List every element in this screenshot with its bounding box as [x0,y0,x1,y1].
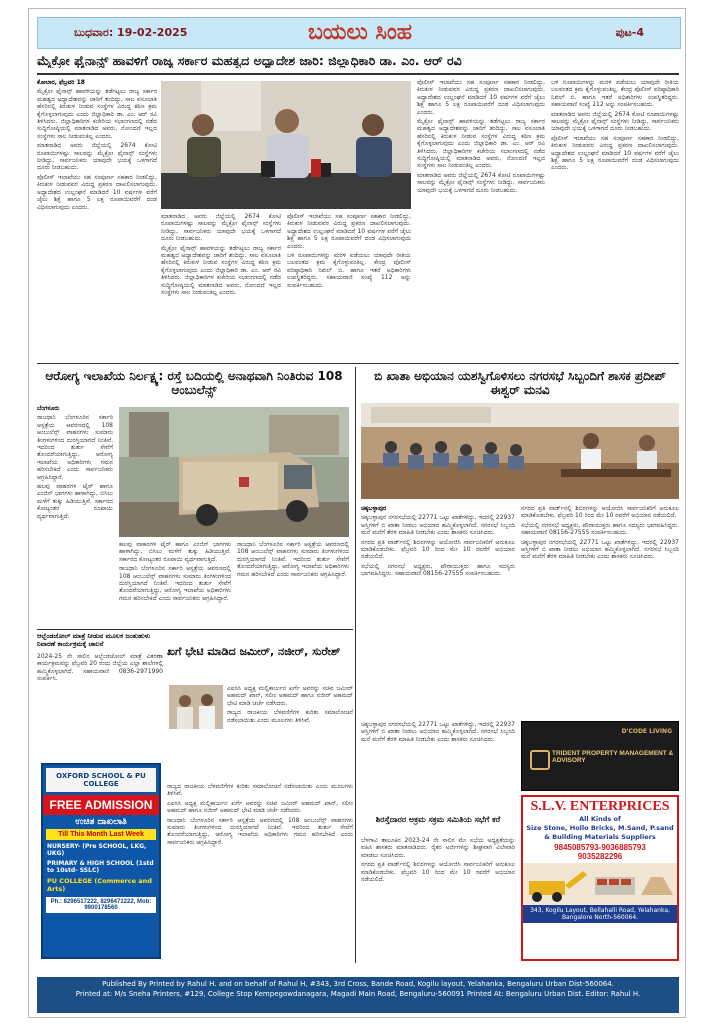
page-number: ಪುಟ-4 [615,26,644,39]
story1-body-right: ಪೊಲೀಸ್ ಇಲಾಖೆಯು ಸಹ ಸಂಪೂರ್ಣ ಸಹಕಾರ ನೀಡಲಿದ್ದು, ಕಿರುಕುಳ ನೀಡುವವರ ವಿರುದ್ಧ ಪ್ರಕರಣ ದಾಖಲಿಸಲಾಗುವುದು. ಅಧ್ಯಾದೇಶದ ಉಲ್ಲಂಘನೆ ಮಾಡಿದರೆ 10 ವರ್ಷಗಳ ವರೆಗೆ ಜೈಲು ಶಿಕ್ಷೆ ಹಾಗೂ 5 ಲಕ್ಷ ರೂಪಾಯಿವರೆಗೆ ದಂಡ ವಿಧಿಸಲಾಗುವುದು ಎಂದರು. [417,79,545,116]
story3-dateline: ಚಿಕ್ಕಬಳ್ಳಾಪುರ [361,505,387,512]
story5-text-5: ರಾಜಧಾನಿ ಬೆಂಗಳೂರಿನ ಸರ್ಕಾರಿ ಆಸ್ಪತ್ರೆಯ ಆವರಣದಲ್ಲಿ 108 ಆಂಬುಲೆನ್ಸ್ ವಾಹನಗಳು ಸುಮಾರು ತಿಂಗಳುಗಳಿಂದ ದುರಸ್ತಿಯಾಗದೆ ನಿಂತಿವೆ. ಇದರಿಂದ ತುರ್ತು ಸೇವೆಗೆ ತೊಂದರೆಯಾಗುತ್ತಿದ್ದು, ಆರೋಗ್ಯ ಇಲಾಖೆಯ ಅಧಿಕಾರಿಗಳು ಗಮನ ಹರಿಸಬೇಕಿದೆ ಎಂದು ಸಾರ್ವಜನಿಕರು ಆಗ್ರಹಿಸಿದ್ದಾರೆ. [167,816,353,846]
slv-line1: All Kinds of [579,815,621,823]
story1-col-mid2 [287,213,411,359]
school-name: OXFORD SCHOOL & PU COLLEGE [46,768,156,792]
section-rule-2 [37,629,353,630]
slv-name: S.L.V. ENTERPRICES [530,799,670,814]
slv-phone-2: 9035282296 [577,852,623,861]
section-rule [37,363,679,364]
story3-col1 [361,505,515,715]
footer-line1: Published By Printed by Rahul H. and on behalf of Rahul H, #343, 3rd Cross, Bande Road, Kogilu layout, Yelahanka, Bengaluru Urban Dist-560064. [102,980,614,988]
story5-col2 [167,783,353,959]
slv-line2: Size Stone, Hollo Bricks, M.Sand, P.sand [526,824,674,832]
story2-col-right [237,541,349,625]
story1-body-far-2: ಮಾತನಾಡಿದ ಅವರು ಜಿಲ್ಲೆಯಲ್ಲಿ 2674 ಕೋಟಿ ರೂಪಾಯಿಗಳಷ್ಟು ಸಾಲವನ್ನು ಮೈಕ್ರೋ ಫೈನಾನ್ಸ್ ಸಂಸ್ಥೆಗಳು ನೀಡಿದ್ದು, ಸಾರ್ವಜನಿಕರು ಯಾವುದೇ ಭಯಕ್ಕೆ ಒಳಗಾಗದೆ ದೂರು ನೀಡಬಹುದು. [551,110,679,133]
footer-line2: Printed at: M/s Sneha Printers, #129, College Stop Kempegowdanagara, Magadi Main Road, Bengaluru-560091 Printed At: Bengaluru Urban Dist. Editor: Rahul H. [75,990,641,998]
story1-body-left-2: ಮಾತನಾಡಿದ ಅವರು ಜಿಲ್ಲೆಯಲ್ಲಿ 2674 ಕೋಟಿ ರೂಪಾಯಿಗಳಷ್ಟು ಸಾಲವನ್ನು ಮೈಕ್ರೋ ಫೈನಾನ್ಸ್ ಸಂಸ್ಥೆಗಳು ನೀಡಿದ್ದು, ಸಾರ್ವಜನಿಕರು ಯಾವುದೇ ಭಯಕ್ಕೆ ಒಳಗಾಗದೆ ದೂರು ನೀಡಬಹುದು. [37,142,157,172]
story1-headline: ಮೈಕ್ರೋ ಫೈನಾನ್ಸ್ ಹಾವಳಿಗೆ ರಾಜ್ಯ ಸರ್ಕಾರ ಮಹತ್ವದ ಅಧ್ಯಾದೇಶ ಜಾರಿ: ಜಿಲ್ಲಾಧಿಕಾರಿ ಡಾ. ಎಂ. ಆರ್ ರವಿ [37,53,462,68]
issue-date: ಬುಧವಾರ: 19-02-2025 [74,26,188,39]
story3-body-2: ನಗರದ ಪ್ರತಿ ವಾರ್ಡ್‌ನಲ್ಲಿ ಶಿಬಿರಗಳನ್ನು ಆಯೋಜಿಸಿ ಸಾರ್ವಜನಿಕರಿಗೆ ಅನುಕೂಲ ಮಾಡಿಕೊಡಬೇಕು. ಫೆಬ್ರವರಿ 10 ರಿಂದ ಮೇ 10 ರವರೆಗೆ ಅಭಿಯಾನ ನಡೆಯಲಿದೆ. [361,538,515,561]
school-phone: Ph.: 8296517222, 8296471222, Mob: 9900178560 [46,897,156,913]
story5-text-2: ರಾಜ್ಯದ ರಾಜಕೀಯ ಬೆಳವಣಿಗೆಗಳ ಕುರಿತು ಸಮಾಲೋಚನೆ ನಡೆಸಲಾಯಿತು ಎಂದು ಮೂಲಗಳು ತಿಳಿಸಿವೆ. [227,709,353,724]
free-admission-kannada: ಉಚಿತ ದಾಖಲಾತಿ [75,817,127,827]
newspaper-title: ಬಯಲು ಸಿಂಹ [308,19,413,45]
story4-body [37,653,163,723]
headline-rule [37,73,679,75]
story3-headline: ಬಿ ಖಾತಾ ಅಭಿಯಾನ ಯಶಸ್ವಿಗೊಳಿಸಲು ನಗರಸಭೆ ಸಿಬ್ಬಂದಿಗೆ ಶಾಸಕ ಪ್ರದೀಪ್ ಈಶ್ವರ್ ಮನವಿ [374,369,666,398]
story1-body-left-3: ಪೊಲೀಸ್ ಇಲಾಖೆಯು ಸಹ ಸಂಪೂರ್ಣ ಸಹಕಾರ ನೀಡಲಿದ್ದು, ಕಿರುಕುಳ ನೀಡುವವರ ವಿರುದ್ಧ ಪ್ರಕರಣ ದಾಖಲಿಸಲಾಗುವುದು. ಅಧ್ಯಾದೇಶದ ಉಲ್ಲಂಘನೆ ಮಾಡಿದರೆ 10 ವರ್ಷಗಳ ವರೆಗೆ ಜೈಲು ಶಿಕ್ಷೆ ಹಾಗೂ 5 ಲಕ್ಷ ರೂಪಾಯಿವರೆಗೆ ದಂಡ ವಿಧಿಸಲಾಗುವುದು ಎಂದರು. [37,173,157,211]
story6-text-2: ನಗರದ ಪ್ರತಿ ವಾರ್ಡ್‌ನಲ್ಲಿ ಶಿಬಿರಗಳನ್ನು ಆಯೋಜಿಸಿ ಸಾರ್ವಜನಿಕರಿಗೆ ಅನುಕೂಲ ಮಾಡಿಕೊಡಬೇಕು. ಫೆಬ್ರವರಿ 10 ರಿಂದ ಮೇ 10 ರವರೆಗೆ ಅಭಿಯಾನ ನಡೆಯಲಿದೆ. [361,861,515,884]
story1-body-mid-2: ಮೈಕ್ರೋ ಫೈನಾನ್ಸ್ ಹಾವಳಿಯನ್ನು ತಡೆಗಟ್ಟಲು ರಾಜ್ಯ ಸರ್ಕಾರ ಮಹತ್ವದ ಅಧ್ಯಾದೇಶವನ್ನು ಜಾರಿಗೆ ತಂದಿದ್ದು, ಸಾಲ ವಸೂಲಾತಿ ಹೆಸರಿನಲ್ಲಿ ಕಿರುಕುಳ ನೀಡುವ ಸಂಸ್ಥೆಗಳ ವಿರುದ್ಧ ಕಠಿಣ ಕ್ರಮ ಕೈಗೊಳ್ಳಲಾಗುವುದು ಎಂದು ಜಿಲ್ಲಾಧಿಕಾರಿ ಡಾ. ಎಂ. ಆರ್ ರವಿ ತಿಳಿಸಿದರು. ಜಿಲ್ಲಾಧಿಕಾರಿಗಳ ಕಚೇರಿಯ ಸಭಾಂಗಣದಲ್ಲಿ ನಡೆದ ಸುದ್ದಿಗೋಷ್ಠಿಯಲ್ಲಿ ಮಾತನಾಡಿದ ಅವರು, ನೋಂದಣಿ ಇಲ್ಲದ ಸಂಸ್ಥೆಗಳು ಸಾಲ ನೀಡುವಂತಿಲ್ಲ ಎಂದರು. [161,244,281,297]
story1-col-left [37,79,157,359]
story1-press-meet-photo [161,81,411,209]
story2-col-mid [119,541,231,625]
slv-advertisement [521,795,679,961]
story6-lead-text: ಚಿಕ್ಕಬಳ್ಳಾಪುರ ನಗರಸಭೆಯಲ್ಲಿ 22771 ಒಟ್ಟು ಖಾತೆಗಳಿದ್ದು, ಇದರಲ್ಲಿ 22937 ಆಸ್ತಿಗಳಿಗೆ ಬಿ ಖಾತಾ ನೀಡಲು ಅಭಿಯಾನ ಹಮ್ಮಿಕೊಳ್ಳಲಾಗಿದೆ. ನಗರಸಭೆ ಸಿಬ್ಬಂದಿ ಮನೆ ಮನೆಗೆ ತೆರಳಿ ಮಾಹಿತಿ ನೀಡಬೇಕು ಎಂದು ಶಾಸಕರು ಸೂಚಿಸಿದರು. [361,721,515,743]
story4-text: 2024-25 ನೇ ಸಾಲಿನ ಆಲ್ಬೆಂಡಜೋಲ್ ಮಾತ್ರೆ ವಿತರಣಾ ಕಾರ್ಯಕ್ರಮವನ್ನು ಫೆಬ್ರವರಿ 20 ರಂದು ಜಿಲ್ಲೆಯ ಎಲ್ಲಾ ಶಾಲೆಗಳಲ್ಲಿ ಹಮ್ಮಿಕೊಳ್ಳಲಾಗಿದೆ. ಸಹಾಯವಾಣಿ 0836-2971990 ಸಂಪರ್ಕಿಸಿ. [37,653,163,683]
newspaper-page [28,8,686,1018]
story5-col1 [227,685,353,779]
trident-name: TRIDENT PROPERTY MANAGEMENT & ADVISORY [552,750,674,764]
story5-text-3: ರಾಜ್ಯದ ರಾಜಕೀಯ ಬೆಳವಣಿಗೆಗಳ ಕುರಿತು ಸಮಾಲೋಚನೆ ನಡೆಸಲಾಯಿತು ಎಂದು ಮೂಲಗಳು ತಿಳಿಸಿವೆ. [167,783,353,798]
story1-body-mid: ಮಾತನಾಡಿದ ಅವರು ಜಿಲ್ಲೆಯಲ್ಲಿ 2674 ಕೋಟಿ ರೂಪಾಯಿಗಳಷ್ಟು ಸಾಲವನ್ನು ಮೈಕ್ರೋ ಫೈನಾನ್ಸ್ ಸಂಸ್ಥೆಗಳು ನೀಡಿದ್ದು, ಸಾರ್ವಜನಿಕರು ಯಾವುದೇ ಭಯಕ್ಕೆ ಒಳಗಾಗದೆ ದೂರು ನೀಡಬಹುದು. [161,213,281,243]
story5-text-4: ಎಐಸಿಸಿ ಅಧ್ಯಕ್ಷ ಮಲ್ಲಿಕಾರ್ಜುನ ಖರ್ಗೆ ಅವರನ್ನು ಸಚಿವ ಜಮೀರ್ ಅಹಮದ್ ಖಾನ್, ಸಲೀಂ ಅಹಮದ್ ಹಾಗೂ ನಜೀರ್ ಅಹಮದ್ ಭೇಟಿ ಮಾಡಿ ಚರ್ಚೆ ನಡೆಸಿದರು. [167,799,353,815]
council-meeting-photo [361,403,679,499]
story1-body-far: ಬಳಿ ರೂಪಾಯಿಗಳನ್ನು ಮರಳಿ ಪಡೆಯಲು ಯಾವುದೇ ರೀತಿಯ ಬಲವಂತದ ಕ್ರಮ ಕೈಗೊಳ್ಳುವಂತಿಲ್ಲ. ಕೇಂದ್ರ ಪೊಲೀಸ್ ವರಿಷ್ಠಾಧಿಕಾರಿ ನಿಖಿಲ್ ಬಿ. ಹಾಗೂ ಇತರೆ ಅಧಿಕಾರಿಗಳು ಉಪಸ್ಥಿತರಿದ್ದರು. ಸಹಾಯವಾಣಿ ಸಂಖ್ಯೆ 112 ಅನ್ನು ಸಂಪರ್ಕಿಸಬಹುದು. [551,79,679,109]
slv-address: 343, Kogilu Layout, Bellahalli Road, Yelahanka, Bangalore North-560064. [523,905,677,923]
slv-line3: & Building Materials Suppliers [544,833,656,841]
story1-body-right-2: ಮೈಕ್ರೋ ಫೈನಾನ್ಸ್ ಹಾವಳಿಯನ್ನು ತಡೆಗಟ್ಟಲು ರಾಜ್ಯ ಸರ್ಕಾರ ಮಹತ್ವದ ಅಧ್ಯಾದೇಶವನ್ನು ಜಾರಿಗೆ ತಂದಿದ್ದು, ಸಾಲ ವಸೂಲಾತಿ ಹೆಸರಿನಲ್ಲಿ ಕಿರುಕುಳ ನೀಡುವ ಸಂಸ್ಥೆಗಳ ವಿರುದ್ಧ ಕಠಿಣ ಕ್ರಮ ಕೈಗೊಳ್ಳಲಾಗುವುದು ಎಂದು ಜಿಲ್ಲಾಧಿಕಾರಿ ಡಾ. ಎಂ. ಆರ್ ರವಿ ತಿಳಿಸಿದರು. ಜಿಲ್ಲಾಧಿಕಾರಿಗಳ ಕಚೇರಿಯ ಸಭಾಂಗಣದಲ್ಲಿ ನಡೆದ ಸುದ್ದಿಗೋಷ್ಠಿಯಲ್ಲಿ ಮಾತನಾಡಿದ ಅವರು, ನೋಂದಣಿ ಇಲ್ಲದ ಸಂಸ್ಥೆಗಳು ಸಾಲ ನೀಡುವಂತಿಲ್ಲ ಎಂದರು. [417,118,545,170]
story1-dateline: ಕೋಲಾರ, ಫೆಬ್ರವರಿ 18 [37,79,85,86]
school-advertisement [41,763,161,959]
story3-body-6: ಚಿಕ್ಕಬಳ್ಳಾಪುರ ನಗರಸಭೆಯಲ್ಲಿ 22771 ಒಟ್ಟು ಖಾತೆಗಳಿದ್ದು, ಇದರಲ್ಲಿ 22937 ಆಸ್ತಿಗಳಿಗೆ ಬಿ ಖಾತಾ ನೀಡಲು ಅಭಿಯಾನ ಹಮ್ಮಿಕೊಳ್ಳಲಾಗಿದೆ. ನಗರಸಭೆ ಸಿಬ್ಬಂದಿ ಮನೆ ಮನೆಗೆ ತೆರಳಿ ಮಾಹಿತಿ ನೀಡಬೇಕು ಎಂದು ಶಾಸಕರು ಸೂಚಿಸಿದರು. [521,538,679,561]
story1-col-right [417,79,545,359]
story2-body: ರಾಜಧಾನಿ ಬೆಂಗಳೂರಿನ ಸರ್ಕಾರಿ ಆಸ್ಪತ್ರೆಯ ಆವರಣದಲ್ಲಿ 108 ಆಂಬುಲೆನ್ಸ್ ವಾಹನಗಳು ಸುಮಾರು ತಿಂಗಳುಗಳಿಂದ ದುರಸ್ತಿಯಾಗದೆ ನಿಂತಿವೆ. ಇದರಿಂದ ತುರ್ತು ಸೇವೆಗೆ ತೊಂದರೆಯಾಗುತ್ತಿದ್ದು, ಆರೋಗ್ಯ ಇಲಾಖೆಯ ಅಧಿಕಾರಿಗಳು ಗಮನ ಹರಿಸಬೇಕಿದೆ ಎಂದು ಸಾರ್ವಜನಿಕರು ಆಗ್ರಹಿಸಿದ್ದಾರೆ. [37,414,113,481]
story6-headline: ಶಿರಸ್ತೆದಾರರ ಅಕ್ರಮ ಸಕ್ರಮ ಸಮಿತಿಯ ಸಭೆಗೆ ಕರೆ [375,815,501,824]
school-item-2: PRIMARY & HIGH SCHOOL (1std to 10std- SSLC) [47,860,154,874]
school-item-1: NURSERY- (Pre SCHOOL, LKG, UKG) [47,843,147,857]
story6-lead [361,721,515,809]
story5-text: ಎಐಸಿಸಿ ಅಧ್ಯಕ್ಷ ಮಲ್ಲಿಕಾರ್ಜುನ ಖರ್ಗೆ ಅವರನ್ನು ಸಚಿವ ಜಮೀರ್ ಅಹಮದ್ ಖಾನ್, ಸಲೀಂ ಅಹಮದ್ ಹಾಗೂ ನಜೀರ್ ಅಹಮದ್ ಭೇಟಿ ಮಾಡಿ ಚರ್ಚೆ ನಡೆಸಿದರು. [227,685,353,707]
trident-tag: D'CODE LIVING [621,728,672,735]
story2-body-2: ಹಲವು ವಾಹನಗಳ ಟೈರ್ ಹಾಗೂ ಎಂಜಿನ್ ಭಾಗಗಳು ಹಾಳಾಗಿದ್ದು, ಬಿಸಿಲು ಮಳೆಗೆ ತುಕ್ಕು ಹಿಡಿಯುತ್ತಿವೆ. ಸರ್ಕಾರದ ಕೋಟ್ಯಂತರ ರೂಪಾಯಿ ವ್ಯರ್ಥವಾಗುತ್ತಿದೆ. [37,483,113,520]
school-item-3: PU COLLEGE (Commerce and Arts) [47,877,152,893]
story1-col-far [551,79,679,359]
story5-headline: ಖಗೆ ಭೇಟಿ ಮಾಡಿದ ಜಮೀರ್, ನಜೀರ್, ಸುರೇಶ್ [167,645,341,658]
story2-headline: ಆರೋಗ್ಯ ಇಲಾಖೆಯ ನಿರ್ಲಕ್ಷ್ಯ: ರಸ್ತೆ ಬದಿಯಲ್ಲಿ ಅನಾಥವಾಗಿ ನಿಂತಿರುವ 108 ಆಂಬುಲೆನ್ಸ್ [45,369,343,398]
story2-body-4: ರಾಜಧಾನಿ ಬೆಂಗಳೂರಿನ ಸರ್ಕಾರಿ ಆಸ್ಪತ್ರೆಯ ಆವರಣದಲ್ಲಿ 108 ಆಂಬುಲೆನ್ಸ್ ವಾಹನಗಳು ಸುಮಾರು ತಿಂಗಳುಗಳಿಂದ ದುರಸ್ತಿಯಾಗದೆ ನಿಂತಿವೆ. ಇದರಿಂದ ತುರ್ತು ಸೇವೆಗೆ ತೊಂದರೆಯಾಗುತ್ತಿದ್ದು, ಆರೋಗ್ಯ ಇಲಾಖೆಯ ಅಧಿಕಾರಿಗಳು ಗಮನ ಹರಿಸಬೇಕಿದೆ ಎಂದು ಸಾರ್ವಜನಿಕರು ಆಗ್ರಹಿಸಿದ್ದಾರೆ. [119,565,231,602]
slv-phone-1: 9845085793-9036885793 [554,843,646,852]
story4-headline: ಆಲ್ಬೆಂಡಜೋಲ್ ಮಾತ್ರೆ ನೀಡುವ ಮೂಲಕ ಜಂತುಹುಳು ನಿವಾರಣೆ ಕಾರ್ಯಕ್ರಮಕ್ಕೆ ಚಾಲನೆ [37,632,151,648]
column-divider [355,367,356,963]
story3-body-5: ಸಭೆಯಲ್ಲಿ ನಗರಸಭೆ ಅಧ್ಯಕ್ಷರು, ಪೌರಾಯುಕ್ತರು ಹಾಗೂ ಸದಸ್ಯರು ಭಾಗವಹಿಸಿದ್ದರು. ಸಹಾಯವಾಣಿ 08156-27555 ಸಂಪರ್ಕಿಸಬಹುದು. [521,521,679,537]
ambulance-photo [119,407,349,537]
offer-deadline: Till This Month Last Week [46,829,156,840]
story6-body [361,837,515,961]
story3-body-3: ಸಭೆಯಲ್ಲಿ ನಗರಸಭೆ ಅಧ್ಯಕ್ಷರು, ಪೌರಾಯುಕ್ತರು ಹಾಗೂ ಸದಸ್ಯರು ಭಾಗವಹಿಸಿದ್ದರು. ಸಹಾಯವಾಣಿ 08156-27555 ಸಂಪರ್ಕಿಸಬಹುದು. [361,562,515,578]
trident-logo-icon [530,750,550,770]
story6-text: ಬೆಳಗಾವಿ ತಾಲೂಕಿನ 2023-24 ನೇ ಸಾಲಿನ ಮೇ ಸಭೆಯ ಅಧ್ಯಕ್ಷತೆಯನ್ನು ವಹಿಸಿ ಶಾಸಕರು ಮಾತನಾಡಿದರು. ರೈತರ ಅರ್ಜಿಗಳನ್ನು ಶೀಘ್ರವಾಗಿ ವಿಲೇವಾರಿ ಮಾಡಲು ಸೂಚಿಸಿದರು. [361,837,515,859]
trident-advertisement [521,721,679,791]
imprint-footer [37,977,679,1013]
free-admission-banner: FREE ADMISSION [43,795,159,815]
story3-col2 [521,505,679,715]
story5-photo [169,685,223,729]
story1-col-mid [161,213,281,359]
slv-construction-graphic [523,863,677,905]
story1-body-left: ಮೈಕ್ರೋ ಫೈನಾನ್ಸ್ ಹಾವಳಿಯನ್ನು ತಡೆಗಟ್ಟಲು ರಾಜ್ಯ ಸರ್ಕಾರ ಮಹತ್ವದ ಅಧ್ಯಾದೇಶವನ್ನು ಜಾರಿಗೆ ತಂದಿದ್ದು, ಸಾಲ ವಸೂಲಾತಿ ಹೆಸರಿನಲ್ಲಿ ಕಿರುಕುಳ ನೀಡುವ ಸಂಸ್ಥೆಗಳ ವಿರುದ್ಧ ಕಠಿಣ ಕ್ರಮ ಕೈಗೊಳ್ಳಲಾಗುವುದು ಎಂದು ಜಿಲ್ಲಾಧಿಕಾರಿ ಡಾ. ಎಂ. ಆರ್ ರವಿ ತಿಳಿಸಿದರು. ಜಿಲ್ಲಾಧಿಕಾರಿಗಳ ಕಚೇರಿಯ ಸಭಾಂಗಣದಲ್ಲಿ ನಡೆದ ಸುದ್ದಿಗೋಷ್ಠಿಯಲ್ಲಿ ಮಾತನಾಡಿದ ಅವರು, ನೋಂದಣಿ ಇಲ್ಲದ ಸಂಸ್ಥೆಗಳು ಸಾಲ ನೀಡುವಂತಿಲ್ಲ ಎಂದರು. [37,88,157,140]
story2-body-5: ರಾಜಧಾನಿ ಬೆಂಗಳೂರಿನ ಸರ್ಕಾರಿ ಆಸ್ಪತ್ರೆಯ ಆವರಣದಲ್ಲಿ 108 ಆಂಬುಲೆನ್ಸ್ ವಾಹನಗಳು ಸುಮಾರು ತಿಂಗಳುಗಳಿಂದ ದುರಸ್ತಿಯಾಗದೆ ನಿಂತಿವೆ. ಇದರಿಂದ ತುರ್ತು ಸೇವೆಗೆ ತೊಂದರೆಯಾಗುತ್ತಿದ್ದು, ಆರೋಗ್ಯ ಇಲಾಖೆಯ ಅಧಿಕಾರಿಗಳು ಗಮನ ಹರಿಸಬೇಕಿದೆ ಎಂದು ಸಾರ್ವಜನಿಕರು ಆಗ್ರಹಿಸಿದ್ದಾರೆ. [237,541,349,578]
story1-body-far-3: ಪೊಲೀಸ್ ಇಲಾಖೆಯು ಸಹ ಸಂಪೂರ್ಣ ಸಹಕಾರ ನೀಡಲಿದ್ದು, ಕಿರುಕುಳ ನೀಡುವವರ ವಿರುದ್ಧ ಪ್ರಕರಣ ದಾಖಲಿಸಲಾಗುವುದು. ಅಧ್ಯಾದೇಶದ ಉಲ್ಲಂಘನೆ ಮಾಡಿದರೆ 10 ವರ್ಷಗಳ ವರೆಗೆ ಜೈಲು ಶಿಕ್ಷೆ ಹಾಗೂ 5 ಲಕ್ಷ ರೂಪಾಯಿವರೆಗೆ ದಂಡ ವಿಧಿಸಲಾಗುವುದು ಎಂದರು. [551,134,679,172]
story1-body-right-3: ಮಾತನಾಡಿದ ಅವರು ಜಿಲ್ಲೆಯಲ್ಲಿ 2674 ಕೋಟಿ ರೂಪಾಯಿಗಳಷ್ಟು ಸಾಲವನ್ನು ಮೈಕ್ರೋ ಫೈನಾನ್ಸ್ ಸಂಸ್ಥೆಗಳು ನೀಡಿದ್ದು, ಸಾರ್ವಜನಿಕರು ಯಾವುದೇ ಭಯಕ್ಕೆ ಒಳಗಾಗದೆ ದೂರು ನೀಡಬಹುದು. [417,171,545,194]
story2-body-3: ಹಲವು ವಾಹನಗಳ ಟೈರ್ ಹಾಗೂ ಎಂಜಿನ್ ಭಾಗಗಳು ಹಾಳಾಗಿದ್ದು, ಬಿಸಿಲು ಮಳೆಗೆ ತುಕ್ಕು ಹಿಡಿಯುತ್ತಿವೆ. ಸರ್ಕಾರದ ಕೋಟ್ಯಂತರ ರೂಪಾಯಿ ವ್ಯರ್ಥವಾಗುತ್ತಿದೆ. [119,541,231,563]
story2-col-left [37,405,113,625]
story1-body-mid-3: ಪೊಲೀಸ್ ಇಲಾಖೆಯು ಸಹ ಸಂಪೂರ್ಣ ಸಹಕಾರ ನೀಡಲಿದ್ದು, ಕಿರುಕುಳ ನೀಡುವವರ ವಿರುದ್ಧ ಪ್ರಕರಣ ದಾಖಲಿಸಲಾಗುವುದು. ಅಧ್ಯಾದೇಶದ ಉಲ್ಲಂಘನೆ ಮಾಡಿದರೆ 10 ವರ್ಷಗಳ ವರೆಗೆ ಜೈಲು ಶಿಕ್ಷೆ ಹಾಗೂ 5 ಲಕ್ಷ ರೂಪಾಯಿವರೆಗೆ ದಂಡ ವಿಧಿಸಲಾಗುವುದು ಎಂದರು. [287,213,411,250]
story1-body-mid-4: ಬಳಿ ರೂಪಾಯಿಗಳನ್ನು ಮರಳಿ ಪಡೆಯಲು ಯಾವುದೇ ರೀತಿಯ ಬಲವಂತದ ಕ್ರಮ ಕೈಗೊಳ್ಳುವಂತಿಲ್ಲ. ಕೇಂದ್ರ ಪೊಲೀಸ್ ವರಿಷ್ಠಾಧಿಕಾರಿ ನಿಖಿಲ್ ಬಿ. ಹಾಗೂ ಇತರೆ ಅಧಿಕಾರಿಗಳು ಉಪಸ್ಥಿತರಿದ್ದರು. ಸಹಾಯವಾಣಿ ಸಂಖ್ಯೆ 112 ಅನ್ನು ಸಂಪರ್ಕಿಸಬಹುದು. [287,252,411,289]
masthead [37,17,681,49]
story3-body: ಚಿಕ್ಕಬಳ್ಳಾಪುರ ನಗರಸಭೆಯಲ್ಲಿ 22771 ಒಟ್ಟು ಖಾತೆಗಳಿದ್ದು, ಇದರಲ್ಲಿ 22937 ಆಸ್ತಿಗಳಿಗೆ ಬಿ ಖಾತಾ ನೀಡಲು ಅಭಿಯಾನ ಹಮ್ಮಿಕೊಳ್ಳಲಾಗಿದೆ. ನಗರಸಭೆ ಸಿಬ್ಬಂದಿ ಮನೆ ಮನೆಗೆ ತೆರಳಿ ಮಾಹಿತಿ ನೀಡಬೇಕು ಎಂದು ಶಾಸಕರು ಸೂಚಿಸಿದರು. [361,514,515,537]
story2-dateline: ಬೆಂಗಳೂರು [37,405,60,412]
story3-body-4: ನಗರದ ಪ್ರತಿ ವಾರ್ಡ್‌ನಲ್ಲಿ ಶಿಬಿರಗಳನ್ನು ಆಯೋಜಿಸಿ ಸಾರ್ವಜನಿಕರಿಗೆ ಅನುಕೂಲ ಮಾಡಿಕೊಡಬೇಕು. ಫೆಬ್ರವರಿ 10 ರಿಂದ ಮೇ 10 ರವರೆಗೆ ಅಭಿಯಾನ ನಡೆಯಲಿದೆ. [521,505,679,520]
